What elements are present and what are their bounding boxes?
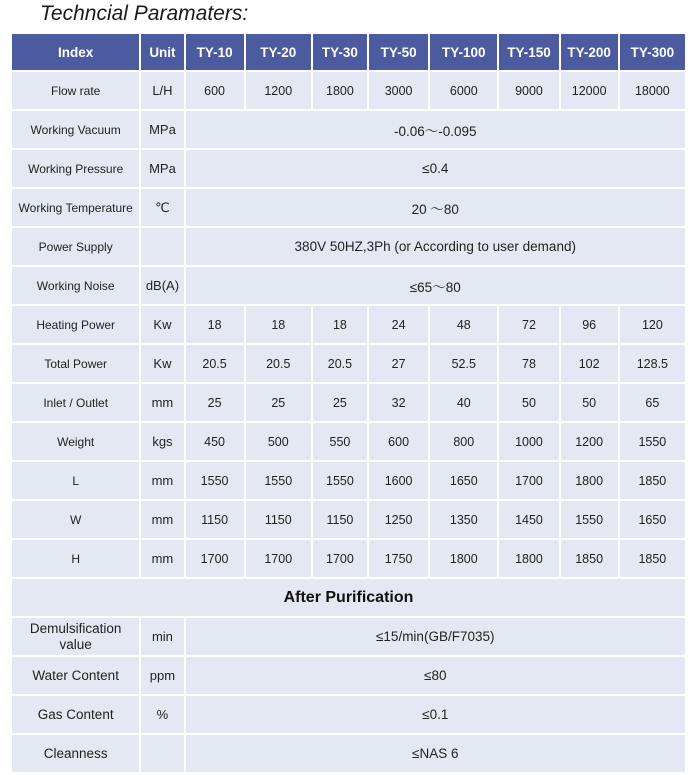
header-model: TY-20 xyxy=(246,34,311,70)
cell-value: 48 xyxy=(430,306,497,343)
cell-value: 450 xyxy=(186,423,244,460)
cell-value: 1700 xyxy=(246,540,311,577)
row-unit: MPa xyxy=(141,150,183,187)
cell-value: 27 xyxy=(369,345,428,382)
table-row xyxy=(12,111,685,148)
cell-value: 1800 xyxy=(499,540,558,577)
row-index: Working Temperature xyxy=(12,189,139,226)
cell-value: 6000 xyxy=(430,72,497,109)
table-row xyxy=(12,462,685,499)
cell-value: 20.5 xyxy=(186,345,244,382)
cell-span-value: ≤65～80 xyxy=(186,267,686,304)
cell-value: 120 xyxy=(620,306,685,343)
header-model: TY-10 xyxy=(186,34,244,70)
cell-value: 1850 xyxy=(620,540,685,577)
cell-span-value: ≤15/min(GB/F7035) xyxy=(186,618,686,655)
cell-value: 50 xyxy=(499,384,558,421)
table-row xyxy=(12,657,685,694)
cell-value: 18 xyxy=(246,306,311,343)
row-index: Weight xyxy=(12,423,139,460)
section-row xyxy=(12,579,685,616)
cell-value: 1250 xyxy=(369,501,428,538)
header-model: TY-300 xyxy=(620,34,685,70)
cell-value: 102 xyxy=(561,345,618,382)
cell-value: 9000 xyxy=(499,72,558,109)
cell-value: 1850 xyxy=(561,540,618,577)
cell-span-value: ≤0.1 xyxy=(186,696,686,733)
row-index: Total Power xyxy=(12,345,139,382)
cell-value: 72 xyxy=(499,306,558,343)
row-unit: ppm xyxy=(141,657,183,694)
row-unit: kgs xyxy=(141,423,183,460)
cell-value: 1850 xyxy=(620,462,685,499)
cell-value: 1650 xyxy=(620,501,685,538)
header-model: TY-30 xyxy=(313,34,367,70)
cell-value: 800 xyxy=(430,423,497,460)
cell-value: 1550 xyxy=(313,462,367,499)
cell-value: 1350 xyxy=(430,501,497,538)
cell-span-value: 380V 50HZ,3Ph (or According to user demand) xyxy=(186,228,686,265)
header-index: Index xyxy=(12,34,139,70)
row-unit: dB(A) xyxy=(141,267,183,304)
cell-value: 1200 xyxy=(246,72,311,109)
row-unit: mm xyxy=(141,501,183,538)
row-index: Cleanness xyxy=(12,735,139,772)
row-unit: L/H xyxy=(141,72,183,109)
cell-value: 24 xyxy=(369,306,428,343)
cell-value: 600 xyxy=(369,423,428,460)
cell-value: 18000 xyxy=(620,72,685,109)
cell-value: 1550 xyxy=(246,462,311,499)
cell-value: 1150 xyxy=(186,501,244,538)
header-unit: Unit xyxy=(141,34,183,70)
row-unit: mm xyxy=(141,540,183,577)
cell-value: 40 xyxy=(430,384,497,421)
cell-value: 1800 xyxy=(430,540,497,577)
cell-span-value: 20 ～80 xyxy=(186,189,686,226)
row-unit: MPa xyxy=(141,111,183,148)
cell-value: 18 xyxy=(186,306,244,343)
cell-value: 500 xyxy=(246,423,311,460)
table-row xyxy=(12,72,685,109)
cell-value: 128.5 xyxy=(620,345,685,382)
row-index: Demulsification value xyxy=(12,618,139,655)
cell-value: 600 xyxy=(186,72,244,109)
cell-value: 1000 xyxy=(499,423,558,460)
row-unit: ℃ xyxy=(141,189,183,226)
table-row xyxy=(12,696,685,733)
table-row xyxy=(12,618,685,655)
cell-value: 65 xyxy=(620,384,685,421)
table-row xyxy=(12,423,685,460)
row-index: Working Noise xyxy=(12,267,139,304)
cell-value: 1800 xyxy=(313,72,367,109)
cell-value: 1150 xyxy=(313,501,367,538)
row-index: Water Content xyxy=(12,657,139,694)
row-index: Heating Power xyxy=(12,306,139,343)
table-row xyxy=(12,540,685,577)
row-index: L xyxy=(12,462,139,499)
row-index: Flow rate xyxy=(12,72,139,109)
row-index: Working Pressure xyxy=(12,150,139,187)
row-unit: Kw xyxy=(141,345,183,382)
cell-value: 1650 xyxy=(430,462,497,499)
cell-value: 25 xyxy=(186,384,244,421)
cell-value: 96 xyxy=(561,306,618,343)
row-unit xyxy=(141,228,183,265)
cell-value: 25 xyxy=(313,384,367,421)
table-row xyxy=(12,189,685,226)
cell-value: 18 xyxy=(313,306,367,343)
row-unit: % xyxy=(141,696,183,733)
cell-value: 1550 xyxy=(620,423,685,460)
cell-value: 32 xyxy=(369,384,428,421)
cell-value: 20.5 xyxy=(313,345,367,382)
cell-value: 50 xyxy=(561,384,618,421)
cell-value: 3000 xyxy=(369,72,428,109)
row-index: Power Supply xyxy=(12,228,139,265)
cell-value: 1750 xyxy=(369,540,428,577)
cell-value: 1450 xyxy=(499,501,558,538)
table-row xyxy=(12,345,685,382)
cell-value: 52.5 xyxy=(430,345,497,382)
cell-value: 1700 xyxy=(499,462,558,499)
row-index: Inlet / Outlet xyxy=(12,384,139,421)
cell-value: 1800 xyxy=(561,462,618,499)
row-index: Working Vacuum xyxy=(12,111,139,148)
cell-value: 12000 xyxy=(561,72,618,109)
cell-value: 1550 xyxy=(186,462,244,499)
table-header-row xyxy=(12,34,685,70)
table-row xyxy=(12,228,685,265)
table-row xyxy=(12,267,685,304)
row-unit: min xyxy=(141,618,183,655)
header-model: TY-200 xyxy=(561,34,618,70)
table-row xyxy=(12,735,685,772)
cell-value: 78 xyxy=(499,345,558,382)
cell-value: 1150 xyxy=(246,501,311,538)
cell-value: 25 xyxy=(246,384,311,421)
row-index: Gas Content xyxy=(12,696,139,733)
cell-span-value: ≤NAS 6 xyxy=(186,735,686,772)
row-unit: mm xyxy=(141,462,183,499)
technical-parameters-table xyxy=(10,32,687,774)
cell-span-value: -0.06～-0.095 xyxy=(186,111,686,148)
cell-span-value: ≤80 xyxy=(186,657,686,694)
row-unit: mm xyxy=(141,384,183,421)
cell-span-value: ≤0.4 xyxy=(186,150,686,187)
cell-value: 1700 xyxy=(313,540,367,577)
header-model: TY-100 xyxy=(430,34,497,70)
header-model: TY-150 xyxy=(499,34,558,70)
page-title: Techncial Paramaters: xyxy=(40,2,249,25)
cell-value: 1700 xyxy=(186,540,244,577)
row-index: W xyxy=(12,501,139,538)
table-row xyxy=(12,306,685,343)
table-row xyxy=(12,501,685,538)
row-index: H xyxy=(12,540,139,577)
row-unit xyxy=(141,735,183,772)
cell-value: 550 xyxy=(313,423,367,460)
row-unit: Kw xyxy=(141,306,183,343)
table-row xyxy=(12,150,685,187)
cell-value: 1200 xyxy=(561,423,618,460)
table-row xyxy=(12,384,685,421)
cell-value: 1600 xyxy=(369,462,428,499)
cell-value: 1550 xyxy=(561,501,618,538)
section-title: After Purification xyxy=(12,579,685,616)
cell-value: 20.5 xyxy=(246,345,311,382)
header-model: TY-50 xyxy=(369,34,428,70)
